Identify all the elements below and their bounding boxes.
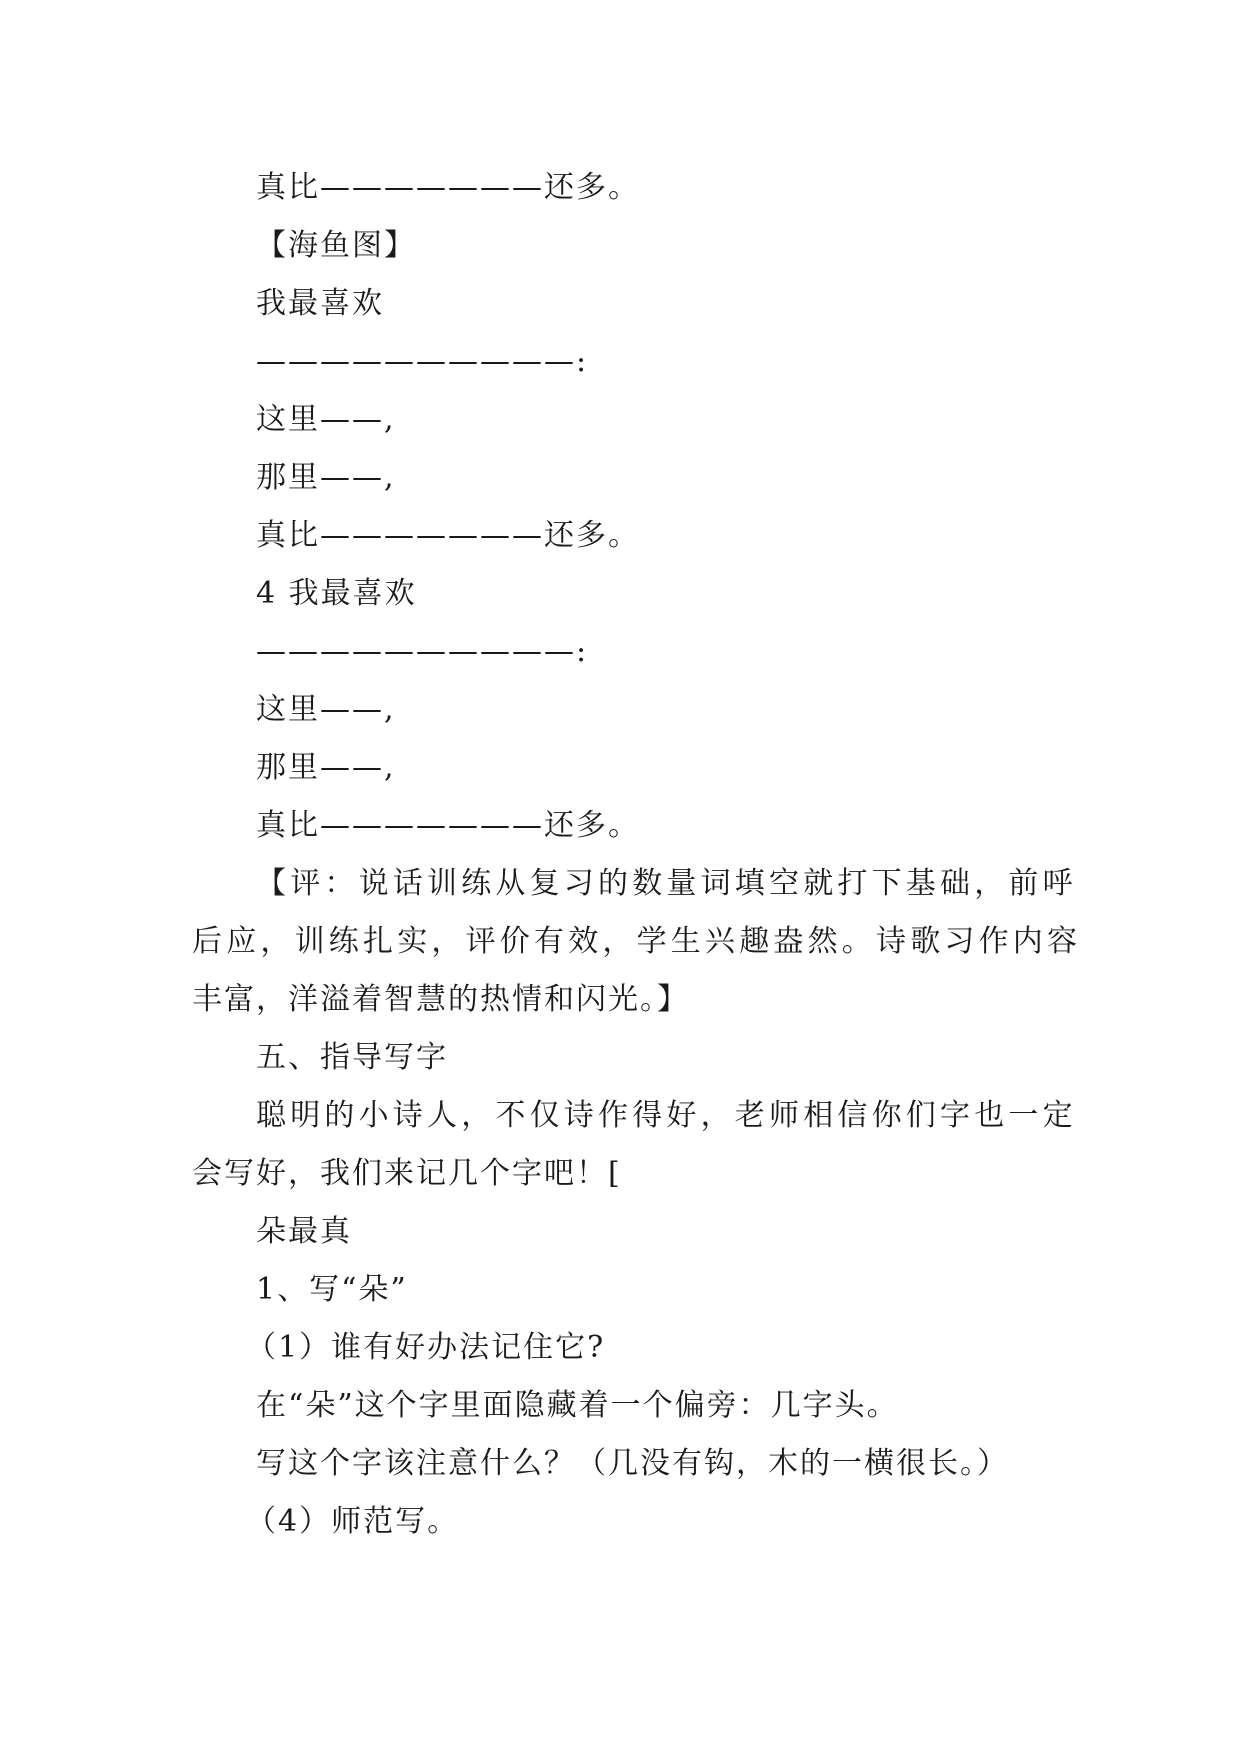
text-line: 那里——, [256,750,396,785]
text-line: 在“朵”这个字里面隐藏着一个偏旁：几字头。 [256,1388,899,1423]
section-heading: 五、指导写字 [256,1040,448,1075]
comment-line: 【评：说话训练从复习的数量词填空就打下基础，前呼 [256,866,1077,901]
text-line: （4）师范写。 [246,1504,460,1539]
text-line: 这里——, [256,402,396,437]
comment-line: 后应，训练扎实，评价有效，学生兴趣盎然。诗歌习作内容 [192,924,1082,959]
text-line: 那里——, [256,460,396,495]
text-line: （1）谁有好办法记住它? [246,1330,606,1365]
text-line: 4 我最喜欢 [256,576,417,611]
text-line: 会写好，我们来记几个字吧！[ [192,1156,622,1191]
text-line: 这里——, [256,692,396,727]
text-line: 我最喜欢 [256,286,384,321]
text-line: 写这个字该注意什么？（几没有钩，木的一横很长。） [256,1446,1009,1481]
text-line: 真比———————还多。 [256,518,640,553]
text-line: 真比———————还多。 [256,170,640,205]
text-line: 1、写“朵” [256,1272,408,1307]
text-line: 聪明的小诗人，不仅诗作得好，老师相信你们字也一定 [256,1098,1077,1133]
text-line: ——————————: [256,344,589,379]
comment-line: 丰富，洋溢着智慧的热情和闪光。】 [192,982,689,1017]
text-line: 真比———————还多。 [256,808,640,843]
text-line: ——————————: [256,634,589,669]
text-line: 【海鱼图】 [256,228,416,263]
text-line: 朵最真 [256,1214,352,1249]
